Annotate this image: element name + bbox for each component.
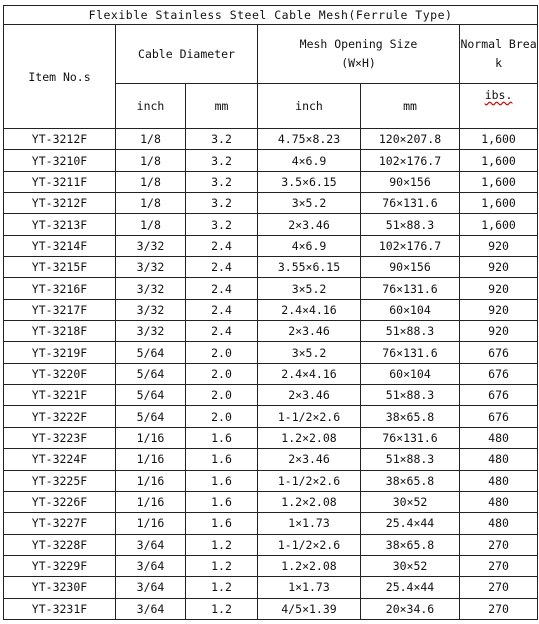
item-no-cell: YT-3223F bbox=[4, 427, 116, 448]
table-row bbox=[4, 385, 538, 406]
cable-mm-cell: 3.2 bbox=[186, 193, 258, 214]
mesh-mm-cell: 120×207.8 bbox=[361, 129, 460, 150]
item-no-cell: YT-3215F bbox=[4, 257, 116, 278]
item-no-cell: YT-3210F bbox=[4, 150, 116, 171]
cable-mm-cell: 1.6 bbox=[186, 449, 258, 470]
cable-mm-cell: 1.2 bbox=[186, 534, 258, 555]
table-row bbox=[4, 534, 538, 555]
cable-mm-cell: 3.2 bbox=[186, 214, 258, 235]
table-title: Flexible Stainless Steel Cable Mesh(Ferrule Type) bbox=[4, 6, 538, 25]
mesh-mm-cell: 90×156 bbox=[361, 171, 460, 192]
cable-inch-cell: 1/16 bbox=[116, 427, 186, 448]
cable-inch-cell: 1/16 bbox=[116, 491, 186, 512]
cable-mm-cell: 2.4 bbox=[186, 278, 258, 299]
cable-diameter-header: Cable Diameter bbox=[116, 25, 258, 84]
table-row bbox=[4, 235, 538, 256]
mesh-mm-cell: 60×104 bbox=[361, 363, 460, 384]
break-unit bbox=[460, 84, 538, 129]
break-cell: 676 bbox=[460, 406, 538, 427]
mesh-mm-unit: mm bbox=[361, 84, 460, 129]
item-no-cell: YT-3231F bbox=[4, 598, 116, 619]
mesh-mm-cell: 30×52 bbox=[361, 555, 460, 576]
mesh-inch-cell: 4×6.9 bbox=[258, 235, 361, 256]
item-no-cell: YT-3219F bbox=[4, 342, 116, 363]
break-cell: 920 bbox=[460, 278, 538, 299]
item-no-cell: YT-3229F bbox=[4, 555, 116, 576]
mesh-mm-cell: 76×131.6 bbox=[361, 193, 460, 214]
mesh-inch-cell: 1-1/2×2.6 bbox=[258, 470, 361, 491]
cable-inch-cell: 1/16 bbox=[116, 513, 186, 534]
mesh-mm-cell: 76×131.6 bbox=[361, 427, 460, 448]
mesh-opening-header-line2: (W×H) bbox=[341, 56, 376, 70]
table-row bbox=[4, 577, 538, 598]
cable-inch-cell: 1/8 bbox=[116, 193, 186, 214]
cable-inch-cell: 5/64 bbox=[116, 342, 186, 363]
mesh-inch-cell: 2×3.46 bbox=[258, 385, 361, 406]
table-row bbox=[4, 342, 538, 363]
break-cell: 920 bbox=[460, 257, 538, 278]
break-cell: 480 bbox=[460, 513, 538, 534]
cable-inch-cell: 3/32 bbox=[116, 278, 186, 299]
cable-mm-cell: 2.0 bbox=[186, 363, 258, 384]
table-row bbox=[4, 257, 538, 278]
table-row bbox=[4, 513, 538, 534]
cable-inch-cell: 3/64 bbox=[116, 534, 186, 555]
break-cell: 1,600 bbox=[460, 171, 538, 192]
mesh-inch-cell: 2.4×4.16 bbox=[258, 299, 361, 320]
cable-inch-cell: 3/32 bbox=[116, 321, 186, 342]
cable-mm-cell: 3.2 bbox=[186, 171, 258, 192]
table-row bbox=[4, 491, 538, 512]
table-row bbox=[4, 598, 538, 619]
table-title-row bbox=[4, 6, 538, 25]
break-cell: 270 bbox=[460, 577, 538, 598]
cable-inch-cell: 3/32 bbox=[116, 235, 186, 256]
cable-mesh-spec-table bbox=[3, 5, 538, 620]
cable-inch-cell: 5/64 bbox=[116, 363, 186, 384]
cable-mm-unit: mm bbox=[186, 84, 258, 129]
spec-table-container bbox=[3, 5, 538, 620]
mesh-inch-cell: 3×5.2 bbox=[258, 342, 361, 363]
table-row bbox=[4, 129, 538, 150]
item-no-cell: YT-3222F bbox=[4, 406, 116, 427]
table-row bbox=[4, 278, 538, 299]
break-cell: 1,600 bbox=[460, 129, 538, 150]
item-no-cell: YT-3230F bbox=[4, 577, 116, 598]
cable-mm-cell: 2.0 bbox=[186, 385, 258, 406]
item-no-cell: YT-3227F bbox=[4, 513, 116, 534]
mesh-inch-unit: inch bbox=[258, 84, 361, 129]
break-cell: 676 bbox=[460, 363, 538, 384]
item-no-cell: YT-3214F bbox=[4, 235, 116, 256]
item-no-cell: YT-3212F bbox=[4, 129, 116, 150]
mesh-opening-header-line1: Mesh Opening Size bbox=[299, 37, 418, 51]
cable-mm-cell: 2.0 bbox=[186, 342, 258, 363]
item-no-header: Item No.s bbox=[4, 25, 116, 129]
mesh-mm-cell: 60×104 bbox=[361, 299, 460, 320]
mesh-mm-cell: 38×65.8 bbox=[361, 406, 460, 427]
cable-inch-cell: 3/64 bbox=[116, 598, 186, 619]
mesh-inch-cell: 3×5.2 bbox=[258, 193, 361, 214]
mesh-mm-cell: 76×131.6 bbox=[361, 278, 460, 299]
item-no-cell: YT-3220F bbox=[4, 363, 116, 384]
mesh-opening-header bbox=[258, 25, 460, 84]
break-cell: 920 bbox=[460, 321, 538, 342]
cable-mm-cell: 1.6 bbox=[186, 491, 258, 512]
mesh-inch-cell: 2×3.46 bbox=[258, 449, 361, 470]
cable-mm-cell: 1.6 bbox=[186, 513, 258, 534]
mesh-inch-cell: 4×6.9 bbox=[258, 150, 361, 171]
table-row bbox=[4, 193, 538, 214]
table-row bbox=[4, 214, 538, 235]
break-unit-label: ibs. bbox=[484, 88, 513, 102]
cable-inch-unit: inch bbox=[116, 84, 186, 129]
mesh-inch-cell: 4.75×8.23 bbox=[258, 129, 361, 150]
cable-mm-cell: 2.4 bbox=[186, 321, 258, 342]
item-no-cell: YT-3211F bbox=[4, 171, 116, 192]
break-cell: 480 bbox=[460, 491, 538, 512]
mesh-inch-cell: 1-1/2×2.6 bbox=[258, 534, 361, 555]
cable-mm-cell: 1.6 bbox=[186, 470, 258, 491]
mesh-mm-cell: 102×176.7 bbox=[361, 150, 460, 171]
mesh-inch-cell: 1-1/2×2.6 bbox=[258, 406, 361, 427]
mesh-inch-cell: 1.2×2.08 bbox=[258, 555, 361, 576]
mesh-mm-cell: 76×131.6 bbox=[361, 342, 460, 363]
mesh-mm-cell: 51×88.3 bbox=[361, 321, 460, 342]
item-no-cell: YT-3224F bbox=[4, 449, 116, 470]
break-cell: 270 bbox=[460, 534, 538, 555]
break-cell: 676 bbox=[460, 385, 538, 406]
cable-mm-cell: 2.4 bbox=[186, 299, 258, 320]
mesh-inch-cell: 1×1.73 bbox=[258, 577, 361, 598]
break-cell: 270 bbox=[460, 555, 538, 576]
cable-inch-cell: 3/64 bbox=[116, 555, 186, 576]
mesh-mm-cell: 38×65.8 bbox=[361, 534, 460, 555]
item-no-cell: YT-3212F bbox=[4, 193, 116, 214]
cable-inch-cell: 1/8 bbox=[116, 214, 186, 235]
table-row bbox=[4, 171, 538, 192]
cable-inch-cell: 1/8 bbox=[116, 129, 186, 150]
cable-mm-cell: 1.2 bbox=[186, 598, 258, 619]
mesh-mm-cell: 51×88.3 bbox=[361, 214, 460, 235]
break-cell: 1,600 bbox=[460, 150, 538, 171]
item-no-cell: YT-3216F bbox=[4, 278, 116, 299]
cable-inch-cell: 3/32 bbox=[116, 299, 186, 320]
break-cell: 270 bbox=[460, 598, 538, 619]
mesh-inch-cell: 1.2×2.08 bbox=[258, 491, 361, 512]
cable-inch-cell: 1/8 bbox=[116, 171, 186, 192]
mesh-mm-cell: 90×156 bbox=[361, 257, 460, 278]
mesh-inch-cell: 1.2×2.08 bbox=[258, 427, 361, 448]
normal-break-header: Normal Break bbox=[460, 25, 538, 84]
mesh-inch-cell: 3.5×6.15 bbox=[258, 171, 361, 192]
item-no-cell: YT-3218F bbox=[4, 321, 116, 342]
mesh-mm-cell: 30×52 bbox=[361, 491, 460, 512]
table-row bbox=[4, 449, 538, 470]
mesh-inch-cell: 2.4×4.16 bbox=[258, 363, 361, 384]
table-row bbox=[4, 470, 538, 491]
cable-mm-cell: 2.4 bbox=[186, 257, 258, 278]
mesh-inch-cell: 3×5.2 bbox=[258, 278, 361, 299]
break-cell: 480 bbox=[460, 470, 538, 491]
cable-inch-cell: 3/64 bbox=[116, 577, 186, 598]
item-no-cell: YT-3217F bbox=[4, 299, 116, 320]
header-row bbox=[4, 25, 538, 84]
table-row bbox=[4, 406, 538, 427]
item-no-cell: YT-3226F bbox=[4, 491, 116, 512]
item-no-cell: YT-3225F bbox=[4, 470, 116, 491]
mesh-mm-cell: 25.4×44 bbox=[361, 513, 460, 534]
cable-mm-cell: 3.2 bbox=[186, 150, 258, 171]
cable-mm-cell: 1.2 bbox=[186, 577, 258, 598]
mesh-mm-cell: 38×65.8 bbox=[361, 470, 460, 491]
cable-inch-cell: 1/8 bbox=[116, 150, 186, 171]
mesh-inch-cell: 3.55×6.15 bbox=[258, 257, 361, 278]
table-row bbox=[4, 555, 538, 576]
mesh-mm-cell: 25.4×44 bbox=[361, 577, 460, 598]
cable-inch-cell: 1/16 bbox=[116, 449, 186, 470]
cable-mm-cell: 1.6 bbox=[186, 427, 258, 448]
table-row bbox=[4, 427, 538, 448]
table-row bbox=[4, 299, 538, 320]
cable-mm-cell: 2.4 bbox=[186, 235, 258, 256]
cable-inch-cell: 5/64 bbox=[116, 406, 186, 427]
cable-mm-cell: 1.2 bbox=[186, 555, 258, 576]
mesh-inch-cell: 2×3.46 bbox=[258, 214, 361, 235]
table-row bbox=[4, 150, 538, 171]
item-no-cell: YT-3228F bbox=[4, 534, 116, 555]
cable-mm-cell: 2.0 bbox=[186, 406, 258, 427]
table-row bbox=[4, 363, 538, 384]
cable-inch-cell: 5/64 bbox=[116, 385, 186, 406]
item-no-cell: YT-3213F bbox=[4, 214, 116, 235]
cable-inch-cell: 1/16 bbox=[116, 470, 186, 491]
break-cell: 1,600 bbox=[460, 214, 538, 235]
cable-inch-cell: 3/32 bbox=[116, 257, 186, 278]
mesh-mm-cell: 51×88.3 bbox=[361, 449, 460, 470]
break-cell: 480 bbox=[460, 449, 538, 470]
mesh-inch-cell: 1×1.73 bbox=[258, 513, 361, 534]
break-cell: 480 bbox=[460, 427, 538, 448]
item-no-cell: YT-3221F bbox=[4, 385, 116, 406]
table-body bbox=[4, 129, 538, 620]
mesh-mm-cell: 51×88.3 bbox=[361, 385, 460, 406]
mesh-inch-cell: 4/5×1.39 bbox=[258, 598, 361, 619]
mesh-mm-cell: 20×34.6 bbox=[361, 598, 460, 619]
mesh-inch-cell: 2×3.46 bbox=[258, 321, 361, 342]
break-cell: 676 bbox=[460, 342, 538, 363]
table-row bbox=[4, 321, 538, 342]
break-cell: 920 bbox=[460, 299, 538, 320]
break-cell: 920 bbox=[460, 235, 538, 256]
break-cell: 1,600 bbox=[460, 193, 538, 214]
cable-mm-cell: 3.2 bbox=[186, 129, 258, 150]
mesh-mm-cell: 102×176.7 bbox=[361, 235, 460, 256]
